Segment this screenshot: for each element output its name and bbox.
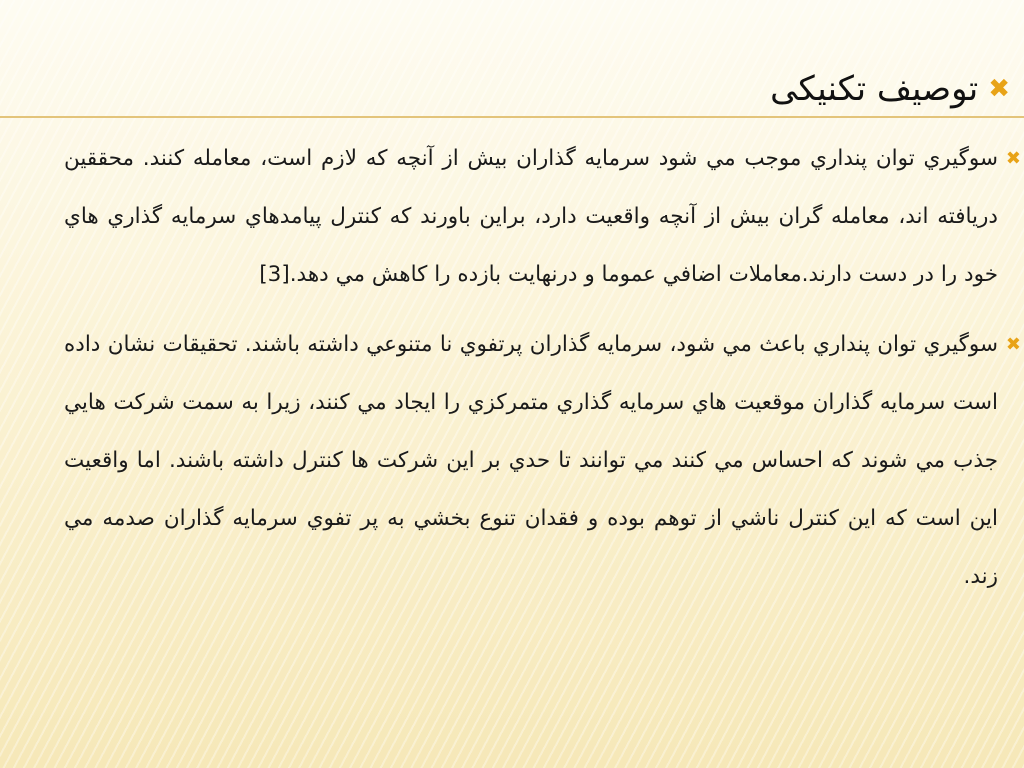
paragraph-text: سوگيري توان پنداري باعث مي شود، سرمايه گذاران پرتفوي نا متنوعي داشته باشند. تحقيقات نشان داده است سرمايه گذاران موقعيت هاي سرمايه گذاري متمركزي را ايجاد مي كنند، زيرا به سمت شركت هايي جذب مي شوند كه احساس مي كنند مي توانند تا حدي بر اين شركت ها كنترل داشته باشند. اما واقعيت اين است كه اين كنترل ناشي از توهم بوده و فقدان تنوع بخشي به پر تفوي سرمايه گذاران صدمه مي زند. [64, 332, 998, 589]
x-bullet-icon: ✖ [1005, 334, 1021, 355]
title-divider [0, 116, 1024, 118]
paragraph-text: سوگيري توان پنداري موجب مي شود سرمايه گذاران بيش از آنچه كه لازم است، معامله كنند. محققين دريافته اند، معامله گران بيش از آنچه واقعيت دارد، براين باورند كه كنترل پيامدهاي سرمايه گذاري هاي خود را در دست دارند.معاملات اضافي عموما و درنهايت بازده را كاهش مي دهد.[3] [64, 146, 998, 287]
bullet-paragraph [64, 130, 1021, 304]
bullet-paragraph [64, 316, 1021, 606]
x-bullet-icon: ✖ [988, 74, 1010, 104]
slide-title: توصيف تكنيكى [770, 69, 979, 109]
x-bullet-icon: ✖ [1005, 148, 1021, 169]
slide-body [64, 130, 1021, 618]
title-row [770, 62, 1010, 116]
